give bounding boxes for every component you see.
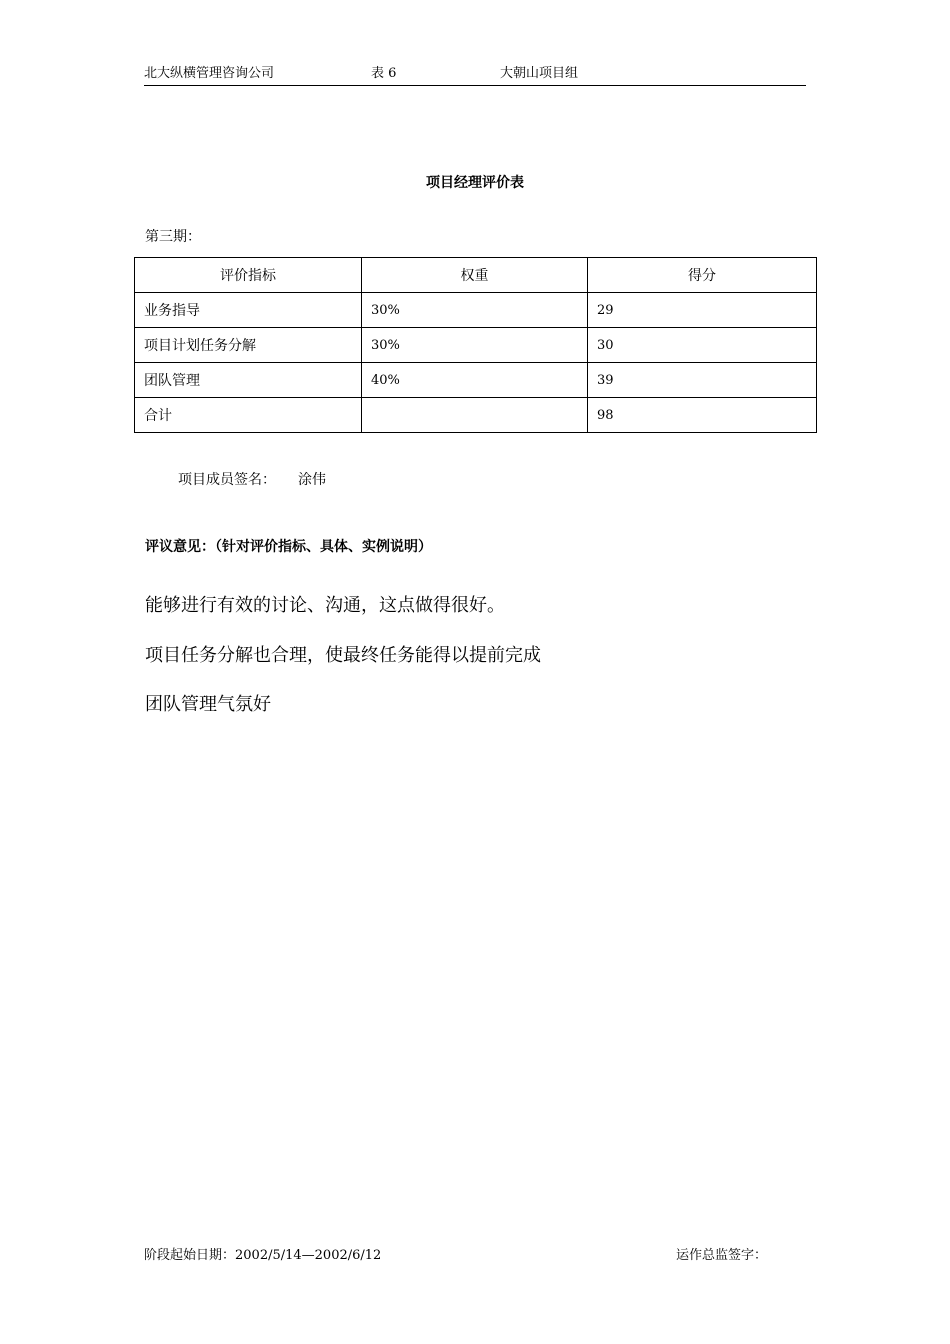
evaluation-table [134, 257, 817, 433]
score-cell: 30 [588, 328, 817, 363]
header-table-number: 表 6 [371, 66, 397, 81]
period-label: 第三期： [145, 229, 201, 245]
footer-date-range: 阶段起始日期：2002/5/14—2002/6/12 [144, 1248, 382, 1263]
indicator-cell: 团队管理 [135, 363, 362, 398]
signature-name: 涂伟 [298, 472, 326, 488]
header-project-group: 大朝山项目组 [500, 66, 579, 81]
column-header-indicator: 评价指标 [135, 258, 362, 293]
score-cell: 39 [588, 363, 817, 398]
indicator-cell: 项目计划任务分解 [135, 328, 362, 363]
comment-line: 能够进行有效的讨论、沟通，这点做得很好。 [145, 595, 505, 616]
table-row [135, 363, 817, 398]
weight-cell: 40% [362, 363, 588, 398]
page-title: 项目经理评价表 [426, 175, 524, 191]
member-signature [178, 471, 326, 489]
column-header-score: 得分 [588, 258, 817, 293]
footer-director-signature: 运作总监签字： [676, 1248, 768, 1263]
weight-cell: 30% [362, 293, 588, 328]
comment-line: 项目任务分解也合理，使最终任务能得以提前完成 [145, 645, 541, 666]
table-header-row [135, 258, 817, 293]
column-header-weight: 权重 [362, 258, 588, 293]
weight-cell [362, 398, 588, 433]
indicator-cell: 合计 [135, 398, 362, 433]
score-cell: 29 [588, 293, 817, 328]
comment-line: 团队管理气氛好 [145, 694, 271, 715]
comments-label: 评议意见：（针对评价指标、具体、实例说明） [145, 539, 432, 555]
weight-cell: 30% [362, 328, 588, 363]
score-cell: 98 [588, 398, 817, 433]
table-row [135, 328, 817, 363]
header-company: 北大纵横管理咨询公司 [144, 66, 275, 81]
indicator-cell: 业务指导 [135, 293, 362, 328]
table-row-total [135, 398, 817, 433]
signature-label: 项目成员签名： [178, 472, 276, 488]
table-row [135, 293, 817, 328]
header-rule [144, 85, 806, 86]
